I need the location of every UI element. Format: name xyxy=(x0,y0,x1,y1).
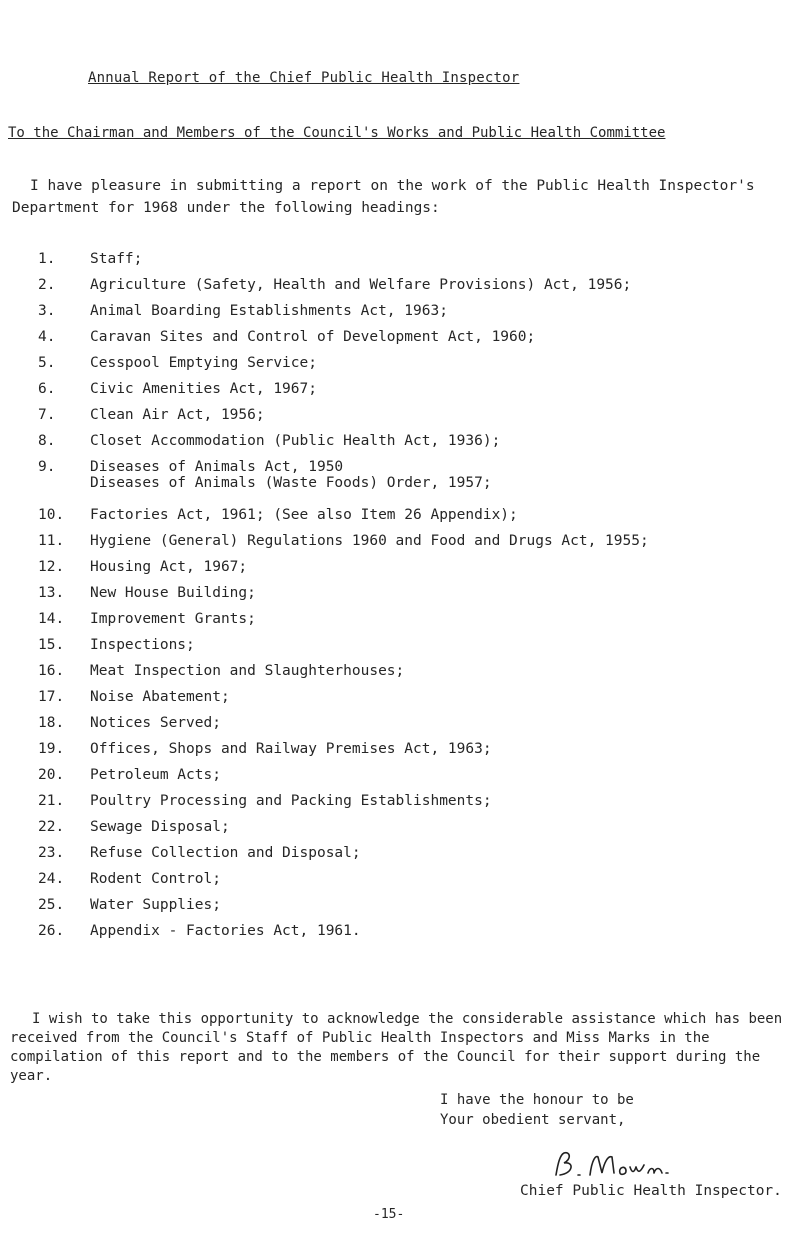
item-number: 25. xyxy=(38,897,65,913)
item-number: 13. xyxy=(38,585,65,601)
item-text: Housing Act, 1967; xyxy=(90,559,248,575)
item-text: Caravan Sites and Control of Development Act, 1960; xyxy=(90,329,536,345)
item-number: 15. xyxy=(38,637,65,653)
item-text: Sewage Disposal; xyxy=(90,819,230,835)
item-text: Noise Abatement; xyxy=(90,689,230,705)
item-number: 1. xyxy=(38,251,56,267)
item-number: 17. xyxy=(38,689,65,705)
item-text: Civic Amenities Act, 1967; xyxy=(90,381,317,397)
item-number: 5. xyxy=(38,355,56,371)
item-text: Diseases of Animals (Waste Foods) Order, 1957; xyxy=(90,475,492,491)
item-text: Animal Boarding Establishments Act, 1963; xyxy=(90,303,448,319)
item-text: Notices Served; xyxy=(90,715,221,731)
item-number: 8. xyxy=(38,433,56,449)
item-number: 19. xyxy=(38,741,65,757)
item-number: 3. xyxy=(38,303,56,319)
item-number: 10. xyxy=(38,507,65,523)
item-text: Rodent Control; xyxy=(90,871,221,887)
item-number: 21. xyxy=(38,793,65,809)
item-number: 14. xyxy=(38,611,65,627)
item-text: Clean Air Act, 1956; xyxy=(90,407,265,423)
item-text: Staff; xyxy=(90,251,143,267)
handwritten-signature xyxy=(550,1145,680,1185)
item-text: Cesspool Emptying Service; xyxy=(90,355,317,371)
item-number: 4. xyxy=(38,329,56,345)
item-text: Improvement Grants; xyxy=(90,611,256,627)
intro-paragraph: I have pleasure in submitting a report on the work of the Public Health Inspector's Department for 1968 under the following headings: xyxy=(12,178,755,216)
item-number: 22. xyxy=(38,819,65,835)
item-number: 6. xyxy=(38,381,56,397)
item-number: 20. xyxy=(38,767,65,783)
item-number: 26. xyxy=(38,923,65,939)
item-text: Water Supplies; xyxy=(90,897,221,913)
item-text: Meat Inspection and Slaughterhouses; xyxy=(90,663,405,679)
item-text: Poultry Processing and Packing Establishments; xyxy=(90,793,492,809)
signatory-title: Chief Public Health Inspector. xyxy=(520,1183,782,1199)
item-number: 16. xyxy=(38,663,65,679)
item-number: 9. xyxy=(38,459,56,475)
report-title: Annual Report of the Chief Public Health Inspector xyxy=(88,70,520,86)
item-number: 23. xyxy=(38,845,65,861)
item-text: Factories Act, 1961; (See also Item 26 Appendix); xyxy=(90,507,518,523)
closing-paragraph: I wish to take this opportunity to acknowledge the considerable assistance which has been received from the Council's Staff of Public Health Inspectors and Miss Marks in the compilation of this report and to the members of the Council for their support during the year. xyxy=(10,1011,783,1084)
item-text: Offices, Shops and Railway Premises Act, 1963; xyxy=(90,741,492,757)
item-text: Appendix - Factories Act, 1961. xyxy=(90,923,361,939)
item-text: Inspections; xyxy=(90,637,195,653)
item-text: Petroleum Acts; xyxy=(90,767,221,783)
page-number: -15- xyxy=(373,1207,405,1222)
item-text: Hygiene (General) Regulations 1960 and Food and Drugs Act, 1955; xyxy=(90,533,649,549)
item-text: Diseases of Animals Act, 1950 xyxy=(90,459,344,475)
item-number: 2. xyxy=(38,277,56,293)
item-number: 24. xyxy=(38,871,65,887)
item-number: 12. xyxy=(38,559,65,575)
item-text: Agriculture (Safety, Health and Welfare Provisions) Act, 1956; xyxy=(90,277,632,293)
item-number: 7. xyxy=(38,407,56,423)
item-text: Refuse Collection and Disposal; xyxy=(90,845,361,861)
item-text: New House Building; xyxy=(90,585,256,601)
honour-line: I have the honour to be xyxy=(440,1092,634,1108)
item-number: 18. xyxy=(38,715,65,731)
servant-line: Your obedient servant, xyxy=(440,1112,626,1128)
salutation: To the Chairman and Members of the Council's Works and Public Health Committee xyxy=(8,125,666,141)
item-number: 11. xyxy=(38,533,65,549)
item-text: Closet Accommodation (Public Health Act, 1936); xyxy=(90,433,501,449)
